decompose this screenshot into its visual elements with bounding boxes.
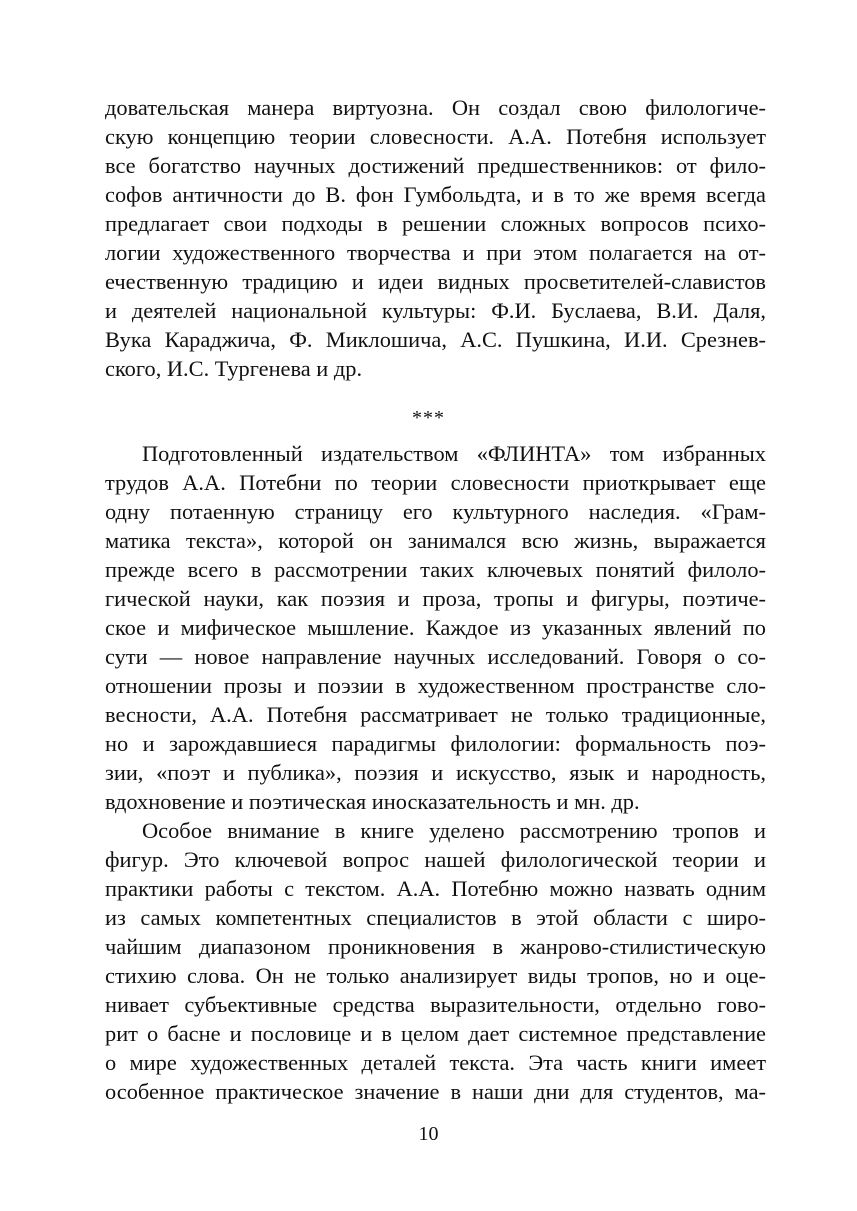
text-line: сути — новое направление научных исследований. Говоря о со-: [105, 644, 766, 669]
text-line: предлагает свои подходы в решении сложных вопросов психо-: [105, 211, 766, 236]
text-line: трудов А.А. Потебни по теории словесности приоткрывает еще: [105, 470, 766, 495]
text-line: софов античности до В. фон Гумбольдта, и в то же время всегда: [105, 182, 766, 207]
text-line: Вука Караджича, Ф. Миклошича, А.С. Пушкина, И.И. Срезнев-: [105, 327, 766, 352]
text-line: весности, А.А. Потебня рассматривает не только традиционные,: [105, 702, 766, 727]
text-line: прежде всего в рассмотрении таких ключевых понятий филоло-: [105, 557, 766, 582]
text-line: о мире художественных деталей текста. Эта часть книги имеет: [105, 1050, 766, 1075]
text-line: особенное практическое значение в наши дни для студентов, ма-: [105, 1079, 766, 1104]
main-text: [105, 439, 766, 1106]
text-line: чайшим диапазоном проникновения в жанрово-стилистическую: [105, 934, 766, 959]
text-line: отношении прозы и поэзии в художественном пространстве сло-: [105, 673, 766, 698]
text-line: и деятелей национальной культуры: Ф.И. Буслаева, В.И. Даля,: [105, 298, 766, 323]
text-line: Подготовленный издательством «ФЛИНТА» том избранных: [142, 441, 766, 466]
paragraph-tropes: [105, 816, 766, 1106]
paragraph-flinta: [105, 439, 766, 816]
text-line: нивает субъективные средства выразительности, отдельно гово-: [105, 992, 766, 1017]
text-line: практики работы с текстом. А.А. Потебню можно назвать одним: [105, 876, 766, 901]
text-line: скую концепцию теории словесности. А.А. Потебня использует: [105, 124, 766, 149]
text-line: матика текста», которой он занимался всю жизнь, выражается: [105, 528, 766, 553]
page-number: 10: [418, 1123, 439, 1145]
section-separator: ***: [412, 407, 445, 429]
text-line: но и зарождавшиеся парадигмы филологии: формальность поэ-: [105, 731, 766, 756]
text-line: одну потаенную страницу его культурного наследия. «Грам-: [105, 499, 766, 524]
text-line: вдохновение и поэтическая иносказательность и мн. др.: [105, 789, 640, 814]
text-line: ечественную традицию и идеи видных просветителей-славистов: [105, 269, 766, 294]
text-line: гической науки, как поэзия и проза, тропы и фигуры, поэтиче-: [105, 586, 766, 611]
text-line: ское и мифическое мышление. Каждое из указанных явлений по: [105, 615, 766, 640]
text-line: Особое внимание в книге уделено рассмотрению тропов и: [142, 818, 766, 843]
text-line: довательская манера виртуозна. Он создал свою филологиче-: [105, 95, 766, 120]
text-line: из самых компетентных специалистов в этой области с широ-: [105, 905, 766, 930]
text-line: фигур. Это ключевой вопрос нашей филологической теории и: [105, 847, 766, 872]
text-line: стихию слова. Он не только анализирует виды тропов, но и оце-: [105, 963, 766, 988]
text-line: все богатство научных достижений предшественников: от фило-: [105, 153, 766, 178]
text-line: логии художественного творчества и при этом полагается на от-: [105, 240, 766, 265]
paragraph-intro: [105, 93, 766, 383]
text-line: зии, «поэт и публика», поэзия и искусство, язык и народность,: [105, 760, 766, 785]
text-line: рит о басне и пословице и в целом дает системное представление: [105, 1021, 766, 1046]
text-line: ского, И.С. Тургенева и др.: [105, 356, 363, 381]
